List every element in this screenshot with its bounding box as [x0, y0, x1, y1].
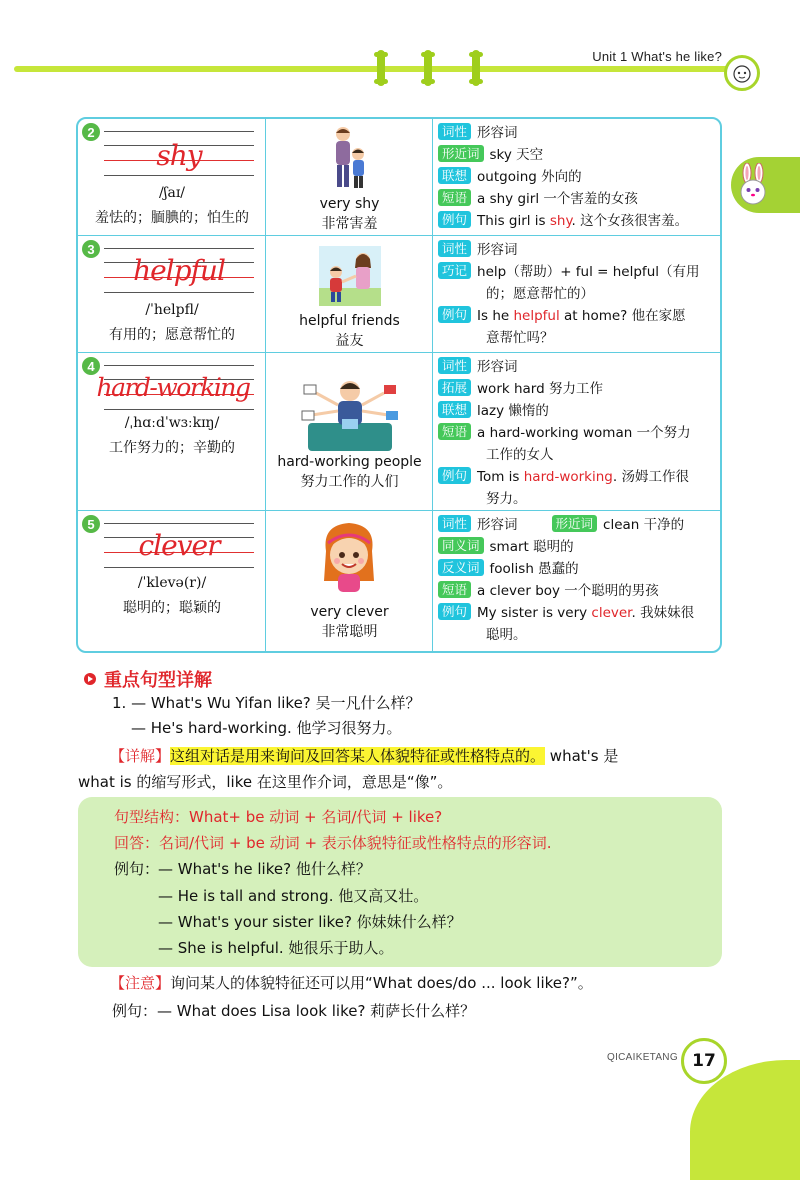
- number-badge: 3: [82, 240, 100, 258]
- clever-girl-illustration: [316, 517, 382, 597]
- dialog-question: 1. — What's Wu Yifan like? 吴一凡什么样？: [112, 694, 421, 712]
- info-memory-tip: 巧记 help（帮助）+ ful = helpful（有用: [438, 262, 700, 282]
- vocab-row-shy: [78, 119, 720, 236]
- phonetic: /ˌhɑːdˈwɜːkɪŋ/: [124, 415, 220, 431]
- binder-clip-icon: [424, 50, 432, 86]
- vocab-row-hard-working: [78, 353, 720, 511]
- info-example-cont: 努力。: [486, 491, 527, 507]
- headword: hard-working: [96, 373, 250, 402]
- info-memory-tip-cont: 的；愿意帮忙的）: [486, 286, 594, 302]
- pattern-example: — What's he like? 他什么样？: [158, 860, 371, 878]
- image-cell: [266, 511, 433, 651]
- info-pos: 词性 形容词 形近词 clean 干净的: [438, 515, 684, 535]
- note-example: 例句：— What does Lisa look like? 莉萨长什么样？: [112, 1002, 476, 1020]
- info-pos: 词性 形容词: [438, 357, 518, 377]
- meaning: 有用的；愿意帮忙的: [109, 327, 235, 343]
- headword: clever: [138, 529, 220, 562]
- info-cell: [433, 119, 720, 235]
- image-cell: [266, 236, 433, 352]
- info-association: 联想 lazy 懒惰的: [438, 401, 549, 421]
- info-phrase-cont: 工作的女人: [486, 447, 554, 463]
- bunny-icon: [735, 163, 771, 207]
- headword: shy: [156, 139, 202, 172]
- pattern-structure: 句型结构：What+ be 动词 + 名词/代词 + like?: [114, 808, 443, 826]
- word-cell: [78, 353, 266, 510]
- vocab-row-clever: [78, 511, 720, 651]
- note-line: 【注意】询问某人的体貌特征还可以用“What does/do ... look like?”。: [110, 974, 593, 992]
- sentence-pattern-box: [78, 797, 722, 967]
- dialog-answer: — He's hard-working. 他学习很努力。: [131, 719, 402, 737]
- info-phrase: 短语 a clever boy 一个聪明的男孩: [438, 581, 659, 601]
- pattern-example: — She is helpful. 她很乐于助人。: [158, 939, 394, 957]
- headword: helpful: [133, 254, 225, 287]
- info-example: 例句 Tom is hard-working. 汤姆工作很: [438, 467, 689, 487]
- helpful-friends-illustration: [319, 246, 381, 306]
- info-association: 联想 outgoing 外向的: [438, 167, 582, 187]
- info-example-cont: 意帮忙吗？: [486, 330, 554, 346]
- info-example: 例句 My sister is very clever. 我妹妹很: [438, 603, 694, 623]
- info-pos: 词性 形容词: [438, 240, 518, 260]
- hard-working-illustration: [300, 371, 400, 453]
- binder-clip-icon: [377, 50, 385, 86]
- meaning: 聪明的；聪颖的: [123, 600, 221, 616]
- image-caption-en: hard-working people: [277, 454, 422, 470]
- shy-child-illustration: [328, 125, 372, 191]
- phonetic: /ˈklevə(r)/: [137, 575, 207, 591]
- info-antonym: 反义词 foolish 愚蠢的: [438, 559, 579, 579]
- phonetic: /ʃaɪ/: [158, 185, 186, 201]
- image-caption-zh: 努力工作的人们: [300, 474, 399, 490]
- image-cell: [266, 353, 433, 510]
- word-cell: [78, 236, 266, 352]
- image-caption-en: very clever: [310, 604, 389, 620]
- info-cell: [433, 511, 720, 651]
- word-cell: [78, 119, 266, 235]
- number-badge: 4: [82, 357, 100, 375]
- image-cell: [266, 119, 433, 235]
- pattern-example-label: 例句：: [114, 860, 160, 878]
- image-caption-zh: 非常害羞: [321, 216, 378, 232]
- info-example-cont: 聪明。: [486, 627, 527, 643]
- phonetic: /ˈhelpfl/: [145, 302, 199, 318]
- image-caption-en: very shy: [319, 196, 380, 212]
- page-number: 17: [681, 1038, 727, 1084]
- image-caption-zh: 非常聪明: [321, 624, 378, 640]
- pattern-example: — He is tall and strong. 他又高又壮。: [158, 887, 429, 905]
- info-cell: [433, 236, 720, 352]
- bunny-side-tab: [731, 157, 800, 213]
- info-similar: 形近词 sky 天空: [438, 145, 543, 165]
- binder-clip-icon: [472, 50, 480, 86]
- info-example: 例句 Is he helpful at home? 他在家愿: [438, 306, 686, 326]
- vocab-row-helpful: [78, 236, 720, 353]
- word-cell: [78, 511, 266, 651]
- play-bullet-icon: [84, 673, 96, 685]
- vocabulary-table: [76, 117, 722, 653]
- pattern-answer: 回答：名词/代词 + be 动词 + 表示体貌特征或性格特点的形容词.: [114, 834, 552, 852]
- info-extension: 拓展 work hard 努力工作: [438, 379, 603, 399]
- info-pos: 词性 形容词: [438, 123, 518, 143]
- meaning: 羞怯的；腼腆的；怕生的: [95, 210, 249, 226]
- info-synonym: 同义词 smart 聪明的: [438, 537, 574, 557]
- info-cell: [433, 353, 720, 510]
- info-phrase: 短语 a hard-working woman 一个努力: [438, 423, 691, 443]
- unit-title: Unit 1 What's he like?: [592, 49, 722, 64]
- detail-line-2: what is 的缩写形式，like 在这里作介词，意思是“像”。: [78, 773, 453, 791]
- pattern-example: — What's your sister like? 你妹妹什么样？: [158, 913, 462, 931]
- image-caption-en: helpful friends: [299, 313, 400, 329]
- detail-line-1: 【详解】这组对话是用来询问及回答某人体貌特征或性格特点的。 what's 是: [110, 747, 619, 765]
- info-example: 例句 This girl is shy. 这个女孩很害羞。: [438, 211, 688, 231]
- mascot-logo-icon: [724, 55, 760, 91]
- brand-text: QICAIKETANG: [607, 1052, 678, 1063]
- image-caption-zh: 益友: [335, 333, 364, 349]
- number-badge: 5: [82, 515, 100, 533]
- info-phrase: 短语 a shy girl 一个害羞的女孩: [438, 189, 638, 209]
- meaning: 工作努力的；辛勤的: [109, 440, 235, 456]
- section-title: 重点句型详解: [84, 666, 212, 692]
- number-badge: 2: [82, 123, 100, 141]
